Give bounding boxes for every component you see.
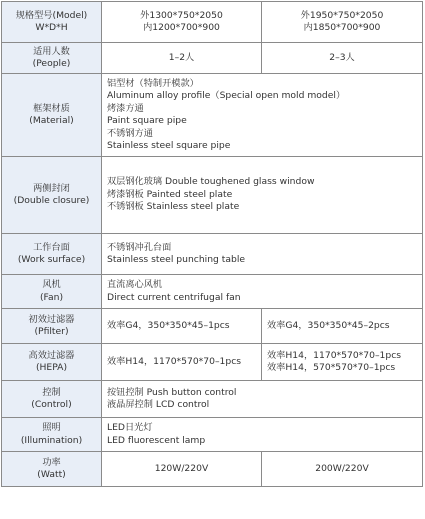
- text-line: 效率G4，350*350*45–1pcs: [107, 319, 230, 331]
- text-line: 2–3人: [329, 51, 355, 63]
- spec-value-people-model-2: [262, 43, 423, 74]
- text-line: 控制: [42, 386, 61, 398]
- spec-value-illumination: [102, 418, 423, 452]
- text-line: 框架材质: [33, 102, 70, 114]
- text-line: LED fluorescent lamp: [107, 434, 206, 446]
- text-line: 直流离心风机: [107, 279, 163, 290]
- table-row-model: [2, 2, 423, 43]
- text-line: Stainless steel square pipe: [107, 140, 231, 151]
- text-line: 效率H14，570*570*70–1pcs: [267, 362, 396, 373]
- text-line: 效率H14，1170*570*70–1pcs: [267, 349, 402, 361]
- row-label-material: [2, 74, 102, 157]
- row-label-work-surface: [2, 234, 102, 275]
- row-label-pfilter: [2, 309, 102, 344]
- table-row-work-surface: [2, 234, 423, 275]
- text-line: 内1200*700*900: [143, 22, 220, 33]
- row-label-people: [2, 43, 102, 74]
- text-line: 液晶屏控制 LCD control: [107, 399, 210, 410]
- table-row-material: [2, 74, 423, 157]
- text-line: Direct current centrifugal fan: [107, 291, 241, 303]
- text-line: Paint square pipe: [107, 115, 187, 126]
- text-line: 效率G4，350*350*45–2pcs: [267, 319, 390, 331]
- table-row-pfilter: [2, 309, 423, 344]
- text-line: 适用人数: [33, 45, 70, 57]
- spec-value-material: [102, 74, 423, 157]
- text-line: (Illumination): [20, 434, 83, 446]
- table-row-control: [2, 381, 423, 418]
- spec-value-fan: [102, 275, 423, 309]
- text-line: (Double closure): [13, 195, 90, 206]
- row-label-illumination: [2, 418, 102, 452]
- spec-value-people-model-1: [102, 43, 262, 74]
- row-label-fan: [2, 275, 102, 309]
- text-line: 不锈钢板 Stainless steel plate: [107, 201, 240, 213]
- spec-value-work-surface: [102, 234, 423, 275]
- text-line: 按钮控制 Push button control: [107, 386, 237, 398]
- spec-value-control: [102, 381, 423, 418]
- spec-value-watt-model-2: [262, 452, 423, 487]
- text-line: 120W/220V: [154, 462, 209, 474]
- spec-value-hepa-model-2: [262, 344, 423, 381]
- row-label-control: [2, 381, 102, 418]
- text-line: (Control): [31, 399, 72, 410]
- text-line: 内1850*700*900: [303, 22, 381, 33]
- text-line: 外1300*750*2050: [140, 9, 223, 21]
- text-line: 初效过滤器: [28, 313, 75, 325]
- spec-table: [1, 1, 423, 487]
- text-line: (Watt): [37, 469, 66, 480]
- text-line: 照明: [42, 422, 61, 433]
- spec-value-watt-model-1: [102, 452, 262, 487]
- text-line: 200W/220V: [315, 462, 369, 474]
- text-line: (Pfilter): [34, 326, 69, 337]
- text-line: LED日光灯: [107, 422, 153, 433]
- table-row-double-closure: [2, 157, 423, 234]
- text-line: 效率H14，1170*570*70–1pcs: [107, 355, 242, 367]
- text-line: 双层钢化玻璃 Double toughened glass window: [107, 176, 315, 188]
- text-line: Stainless steel punching table: [107, 254, 246, 265]
- text-line: 铝型材（特制开模款）: [107, 77, 199, 89]
- table-row-fan: [2, 275, 423, 309]
- spec-value-model-model-2: [262, 2, 423, 43]
- text-line: 烤漆方通: [107, 102, 144, 114]
- text-line: 工作台面: [33, 241, 70, 253]
- row-label-hepa: [2, 344, 102, 381]
- table-row-hepa: [2, 344, 423, 381]
- text-line: 不锈钢冲孔台面: [107, 241, 172, 253]
- text-line: Aluminum alloy profile（Special open mold model）: [107, 90, 346, 101]
- text-line: 1–2人: [168, 51, 195, 63]
- spec-value-double-closure: [102, 157, 423, 234]
- text-line: 外1950*750*2050: [300, 9, 384, 21]
- spec-value-hepa-model-1: [102, 344, 262, 381]
- text-line: 功率: [42, 456, 61, 468]
- text-line: (Fan): [39, 291, 64, 303]
- text-line: 风机: [42, 279, 61, 290]
- spec-value-pfilter-model-2: [262, 309, 423, 344]
- table-row-watt: [2, 452, 423, 487]
- text-line: (Work surface): [17, 254, 86, 265]
- text-line: (HEPA): [35, 362, 68, 373]
- text-line: 规格型号(Model): [15, 9, 88, 21]
- row-label-double-closure: [2, 157, 102, 234]
- text-line: 烤漆钢板 Painted steel plate: [107, 188, 233, 200]
- table-row-people: [2, 43, 423, 74]
- spec-value-pfilter-model-1: [102, 309, 262, 344]
- text-line: (People): [32, 58, 71, 69]
- table-row-illumination: [2, 418, 423, 452]
- row-label-watt: [2, 452, 102, 487]
- text-line: (Material): [29, 115, 74, 126]
- text-line: 不锈钢方通: [107, 127, 153, 139]
- spec-value-model-model-1: [102, 2, 262, 43]
- text-line: 高效过滤器: [28, 349, 75, 361]
- text-line: 两侧封闭: [33, 182, 70, 194]
- text-line: W*D*H: [35, 22, 68, 33]
- row-label-model: [2, 2, 102, 43]
